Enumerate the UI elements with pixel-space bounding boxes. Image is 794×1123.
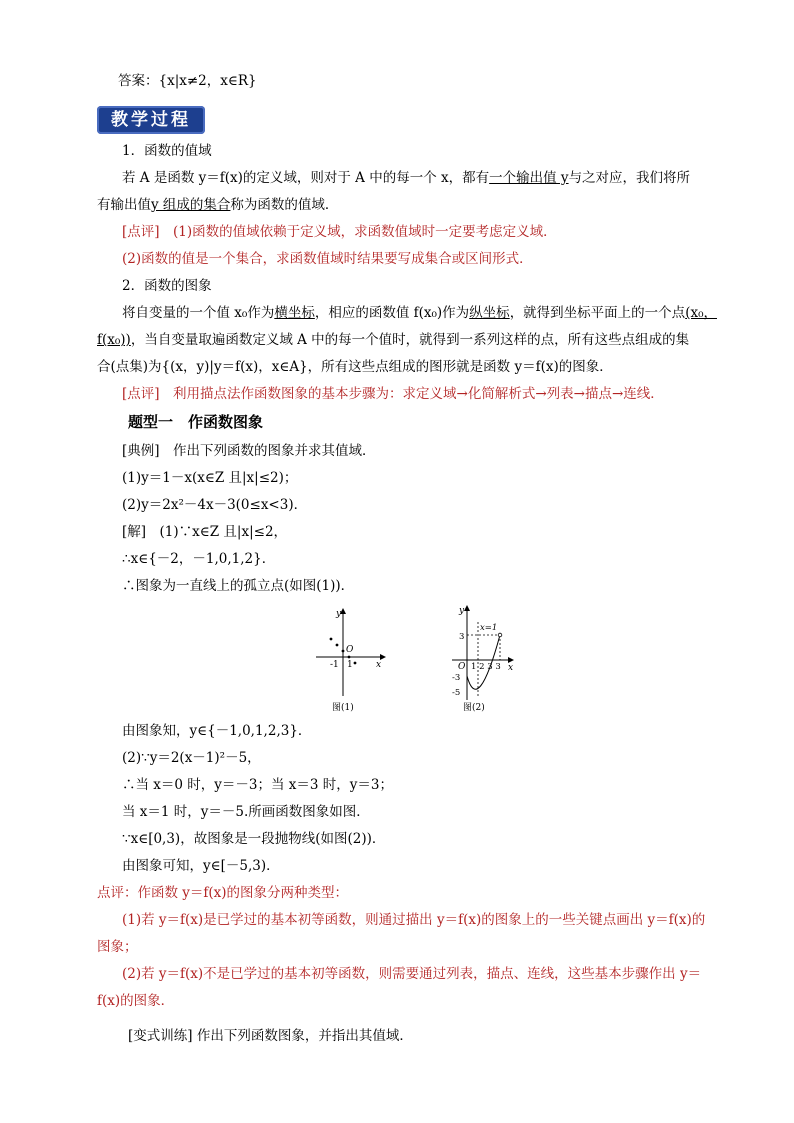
comment-line-2: 图象； xyxy=(97,939,138,955)
section-badge: 教学过程 xyxy=(97,106,205,134)
solution-line-3: ∴当 x＝0 时，y＝－3；当 x＝3 时，y＝3； xyxy=(122,777,394,793)
graph-definition-line-3: 合(点集)为{(x，y)|y＝f(x)，x∈A}，所有这些点组成的图形就是函数 y＝f(x)的图象． xyxy=(97,359,613,375)
example-line-5: ∴x∈{－2，－1,0,1,2}． xyxy=(122,551,276,567)
fig2-y-tick-neg5: -5 xyxy=(452,688,461,698)
fig1-origin: O xyxy=(346,645,354,655)
graph-comment: [点评] 利用描点法作函数图象的基本步骤为：求定义域→化简解析式→列表→描点→连线． xyxy=(122,386,664,402)
comment-heading: 点评：作函数 y＝f(x)的图象分两种类型： xyxy=(97,885,349,901)
fig1-tick-neg: -1 xyxy=(330,660,339,670)
example-line-1: [典例] 作出下列函数的图象并求其值域． xyxy=(122,443,376,459)
fig1-point xyxy=(330,638,333,641)
fig1-caption: 图(1) xyxy=(332,703,354,713)
section-2-title: 2．函数的图象 xyxy=(122,278,212,294)
example-line-4: [解] (1)∵x∈Z 且|x|≤2， xyxy=(122,524,288,540)
comment-line-3: (2)若 y＝f(x)不是已学过的基本初等函数，则需要通过列表，描点、连线，这些基本步骤作出 y＝ xyxy=(122,966,702,982)
comment-line-1: (1)若 y＝f(x)是已学过的基本初等函数，则通过描出 y＝f(x)的图象上的一些关键点画出 y＝f(x)的 xyxy=(122,912,706,928)
fig2-x-ticks: 1 2 3 3 xyxy=(471,662,501,672)
type-heading: 题型一 作函数图象 xyxy=(128,413,264,431)
graph-definition-line-2: f(x₀))，当自变量取遍函数定义域 A 中的每一个值时，就得到一系列这样的点，所有这些点组成的集 xyxy=(97,332,690,348)
fig1-point xyxy=(348,656,351,659)
fig1-tick-pos: 1 xyxy=(347,660,353,670)
figure-2 xyxy=(448,604,518,714)
fig2-y-tick-neg3: -3 xyxy=(452,673,461,683)
range-comment-2: (2)函数的值是一个集合，求函数值域时结果要写成集合或区间形式． xyxy=(122,251,533,267)
section-1-title: 1．函数的值域 xyxy=(122,143,212,159)
solution-line-4: 当 x＝1 时，y＝－5.所画函数图象如图． xyxy=(122,804,370,820)
example-line-2: (1)y＝1－x(x∈Z 且|x|≤2)； xyxy=(122,470,298,486)
graph-definition-line-1: 将自变量的一个值 x₀作为横坐标，相应的函数值 f(x₀)作为纵坐标，就得到坐标平面上的一个点(x₀， xyxy=(122,305,717,321)
solution-line-1: 由图象知，y∈{－1,0,1,2,3}． xyxy=(122,723,312,739)
fig1-point xyxy=(354,662,357,665)
fig2-open-endpoint xyxy=(498,633,502,637)
example-line-3: (2)y＝2x²－4x－3(0≤x<3)． xyxy=(122,497,308,513)
fig2-y-tick-3: 3 xyxy=(459,632,465,642)
range-definition-line-1: 若 A 是函数 y＝f(x)的定义域，则对于 A 中的每一个 x，都有一个输出值 y与之对应，我们将所 xyxy=(122,170,691,186)
fig2-caption: 图(2) xyxy=(463,703,485,713)
fig2-origin: O xyxy=(458,662,466,672)
fig2-y-arrow xyxy=(464,605,470,611)
comment-line-4: f(x)的图象． xyxy=(97,993,175,1009)
fig1-point xyxy=(336,644,339,647)
range-definition-line-2: 有输出值y 组成的集合称为函数的值域． xyxy=(97,197,339,213)
variant-training: [变式训练] 作出下列函数图象，并指出其值域． xyxy=(128,1028,413,1044)
fig1-point xyxy=(342,650,345,653)
fig1-x-label: x xyxy=(376,660,382,670)
fig2-y-label: y xyxy=(459,606,465,616)
answer-line: 答案：{x|x≠2，x∈R} xyxy=(118,73,257,89)
solution-line-5: ∵x∈[0,3)，故图象是一段抛物线(如图(2))． xyxy=(122,831,386,847)
example-line-6: ∴图象为一直线上的孤立点(如图(1))． xyxy=(122,578,355,594)
solution-line-2: (2)∵y＝2(x－1)²－5， xyxy=(122,750,261,766)
figure-1 xyxy=(310,604,390,714)
fig2-line-label: x=1 xyxy=(480,623,498,633)
fig2-x-label: x xyxy=(508,663,514,673)
fig1-y-label: y xyxy=(336,609,342,619)
solution-line-6: 由图象可知，y∈[－5,3)． xyxy=(122,858,280,874)
range-comment-1: [点评] (1)函数的值域依赖于定义域，求函数值域时一定要考虑定义域． xyxy=(122,224,557,240)
